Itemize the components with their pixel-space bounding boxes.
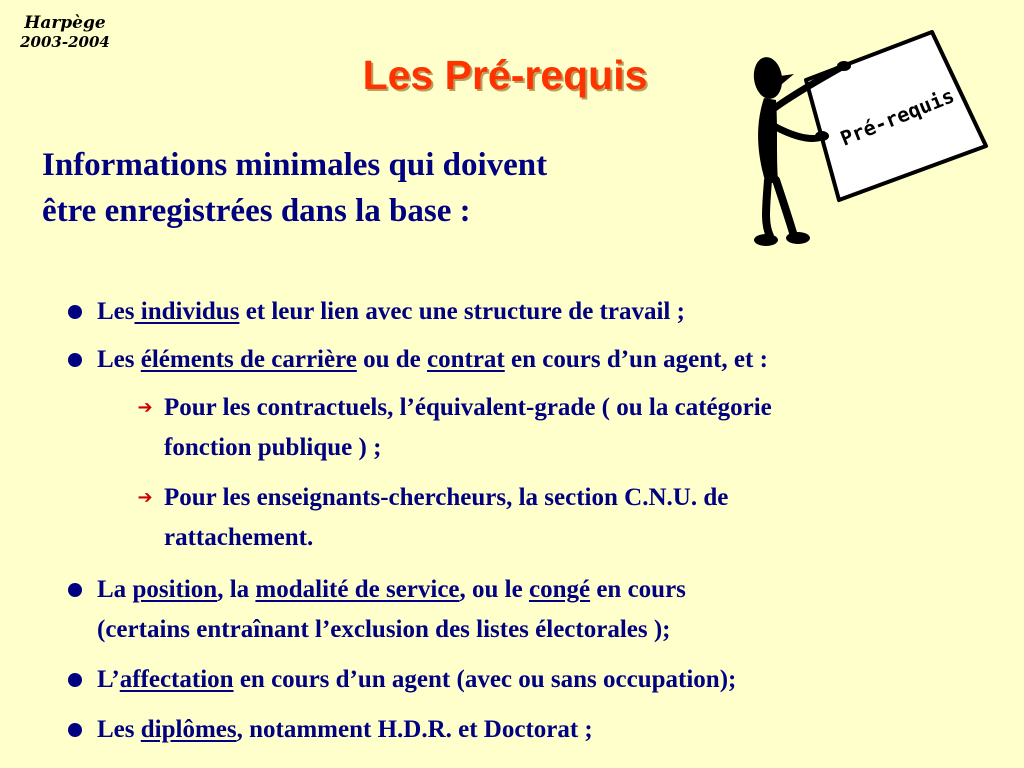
item1-text-a: Les — [97, 298, 135, 325]
list-item-position — [97, 570, 686, 610]
brand-years: 2003-2004 — [20, 32, 110, 51]
list-item-affectation — [97, 660, 736, 700]
item5-text-a: Les — [97, 716, 141, 743]
list-item-individus — [97, 292, 685, 332]
sub-item-enseignants-line-1: Pour les enseignants-chercheurs, la section C.N.U. de — [164, 484, 729, 511]
item2-underlined-contrat: contrat — [427, 346, 505, 373]
brand-name: Harpège — [24, 13, 106, 33]
item2-text-c: ou de — [356, 346, 427, 373]
item4-text-c: en cours d’un agent (avec ou sans occupation); — [233, 666, 737, 693]
list-item-diplomes — [97, 710, 593, 750]
bullet-icon — [68, 583, 82, 597]
list-item-elements-carriere — [97, 340, 768, 380]
item1-link-individus: individus — [134, 298, 240, 325]
sub-item-contractuels-line-1: Pour les contractuels, l’équivalent-grade ( ou la catégorie — [164, 394, 772, 421]
item3-text-a: La — [97, 576, 133, 603]
sub-item-contractuels-line-2: fonction publique ) ; — [164, 434, 382, 461]
item4-text-a: L’ — [97, 666, 120, 693]
bullet-icon — [68, 673, 82, 687]
item3-text-c: , la — [217, 576, 256, 603]
item3-underlined-position: position — [132, 576, 218, 603]
arrow-right-icon: ➔ — [137, 487, 153, 508]
item5-underlined-diplomes: diplômes — [140, 716, 237, 743]
item3-text-e: , ou le — [459, 576, 529, 603]
list-item-position-line-2: (certains entraînant l’exclusion des listes électorales ); — [97, 616, 671, 643]
sub-item-enseignants-line-2: rattachement. — [164, 524, 314, 551]
arrow-right-icon: ➔ — [137, 397, 153, 418]
item4-underlined-affectation: affectation — [119, 666, 234, 693]
item2-underlined-elements: éléments de carrière — [140, 346, 357, 373]
item2-text-a: Les — [97, 346, 141, 373]
item3-underlined-conge: congé — [528, 576, 591, 603]
bullet-icon — [68, 353, 82, 367]
item5-text-c: , notamment H.D.R. et Doctorat ; — [236, 716, 593, 743]
bullet-icon — [68, 723, 82, 737]
item3-text-g: en cours — [590, 576, 686, 603]
item3-underlined-modalite: modalité de service — [255, 576, 460, 603]
subtitle-line-1: Informations minimales qui doivent — [42, 147, 548, 183]
item1-text-c: et leur lien avec une structure de travail ; — [239, 298, 685, 325]
sign-label: Pré-requis — [836, 83, 958, 151]
bullet-icon — [68, 305, 82, 319]
subtitle-line-2: être enregistrées dans la base : — [42, 193, 471, 229]
item2-text-e: en cours d’un agent, et : — [504, 346, 768, 373]
slide-title: Les Pré-requis — [362, 52, 648, 98]
